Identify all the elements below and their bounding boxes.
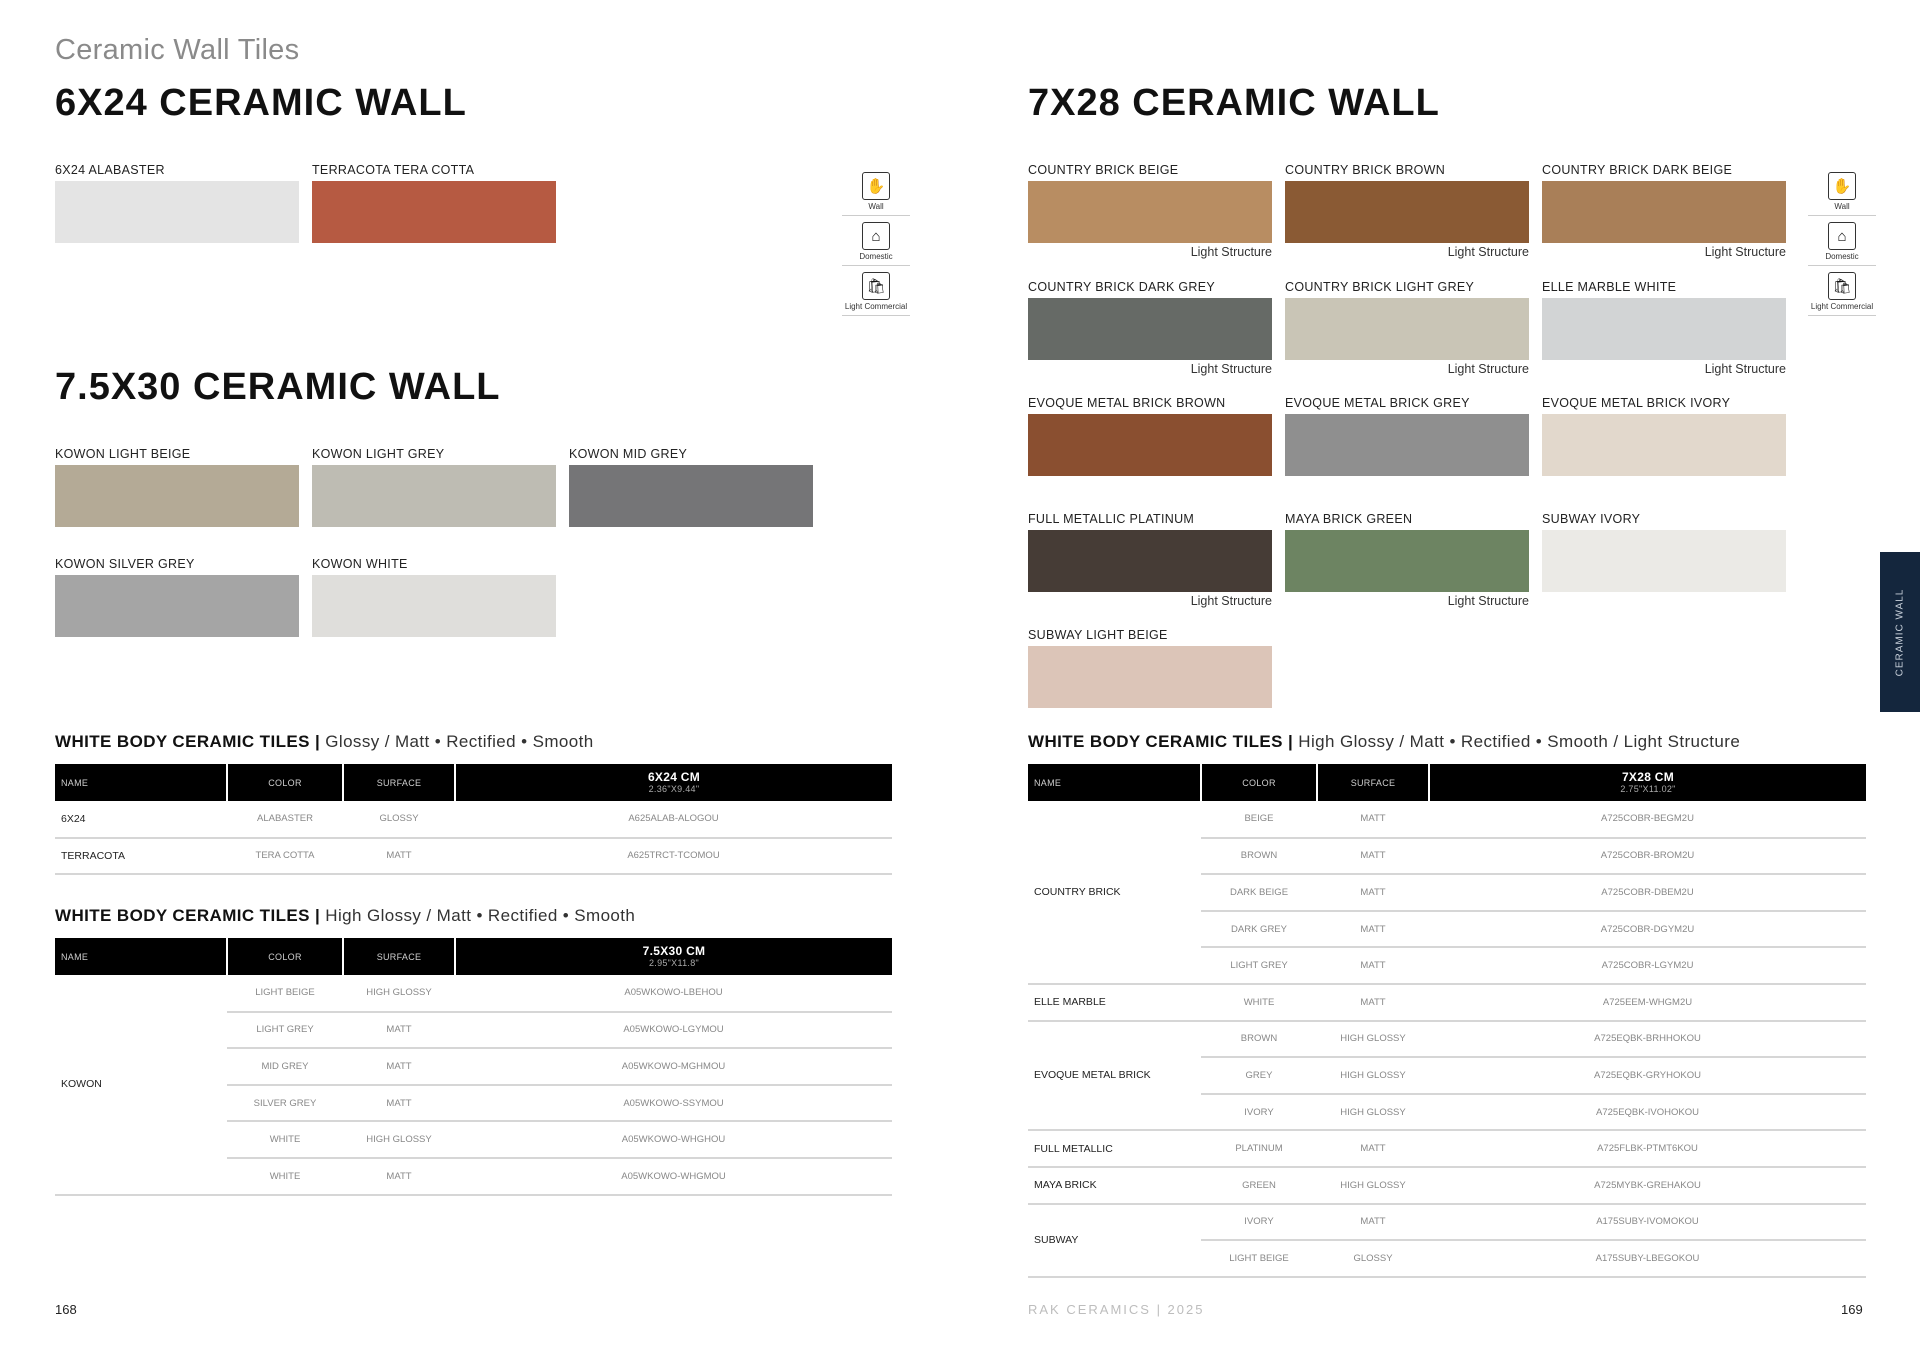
- code-cell: A05WKOWO-WHGMOU: [455, 1158, 892, 1195]
- surface-cell: MATT: [1317, 1130, 1429, 1167]
- structure-label: Light Structure: [1447, 362, 1529, 376]
- surface-cell: MATT: [1317, 911, 1429, 948]
- name-cell: TERRACOTA: [55, 838, 227, 875]
- tile-swatch-kowon-mid-grey[interactable]: [569, 465, 813, 527]
- tile-label: COUNTRY BRICK BROWN: [1285, 163, 1446, 177]
- light-commercial-icon: 🛍: [862, 272, 890, 300]
- side-tab-ceramic-wall[interactable]: [1880, 552, 1920, 712]
- header-name: NAME: [1028, 764, 1201, 801]
- code-cell: A725COBR-LGYM2U: [1429, 947, 1866, 984]
- tile-label: KOWON WHITE: [312, 557, 408, 571]
- surface-cell: MATT: [1317, 1204, 1429, 1241]
- usage-icons-left: [842, 172, 910, 322]
- tile-swatch-country-brick-dark-grey[interactable]: [1028, 298, 1272, 360]
- header-color: COLOR: [227, 938, 343, 975]
- tile-swatch-evoque-metal-brick-grey[interactable]: [1285, 414, 1529, 476]
- table-row: [55, 975, 892, 1012]
- table1-title-sub: Glossy / Matt • Rectified • Smooth: [325, 732, 594, 751]
- surface-cell: MATT: [1317, 947, 1429, 984]
- color-cell: PLATINUM: [1201, 1130, 1317, 1167]
- structure-label: Light Structure: [1190, 245, 1272, 259]
- tile-swatch-kowon-light-beige[interactable]: [55, 465, 299, 527]
- size-inch: 2.95"X11.8": [648, 957, 700, 968]
- table-row: [55, 838, 892, 875]
- color-cell: IVORY: [1201, 1094, 1317, 1131]
- header-color: COLOR: [227, 764, 343, 801]
- code-cell: A725EQBK-IVOHOKOU: [1429, 1094, 1866, 1131]
- code-cell: A725COBR-BEGM2U: [1429, 801, 1866, 838]
- section-title-7-5x30: 7.5X30 CERAMIC WALL: [55, 366, 501, 408]
- side-tab-label: CERAMIC WALL: [1894, 588, 1906, 676]
- spec-table-7-5x30: [55, 938, 892, 1196]
- light-commercial-icon: 🛍: [1828, 272, 1856, 300]
- code-cell: A725COBR-DBEM2U: [1429, 874, 1866, 911]
- light-commercial-usage: [1808, 272, 1876, 316]
- code-cell: A725MYBK-GREHAKOU: [1429, 1167, 1866, 1204]
- spec-table-7x28: [1028, 764, 1866, 1278]
- color-cell: WHITE: [227, 1121, 343, 1158]
- icon-label: Wall: [1834, 202, 1850, 211]
- surface-cell: HIGH GLOSSY: [1317, 1167, 1429, 1204]
- section-title-6x24: 6X24 CERAMIC WALL: [55, 82, 467, 124]
- color-cell: BROWN: [1201, 838, 1317, 875]
- code-cell: A05WKOWO-LGYMOU: [455, 1012, 892, 1049]
- code-cell: A725EEM-WHGM2U: [1429, 984, 1866, 1021]
- header-surface: SURFACE: [1317, 764, 1429, 801]
- tile-label: KOWON LIGHT GREY: [312, 447, 445, 461]
- header-size: [455, 764, 892, 801]
- table-row: [1028, 1130, 1866, 1167]
- surface-cell: MATT: [343, 1158, 455, 1195]
- table1-title-main: WHITE BODY CERAMIC TILES |: [55, 732, 321, 751]
- size-cm: 7X28 CM: [1621, 769, 1675, 784]
- tile-swatch-subway-light-beige[interactable]: [1028, 646, 1272, 708]
- tile-swatch-evoque-metal-brick-brown[interactable]: [1028, 414, 1272, 476]
- tile-label: TERRACOTA TERA COTTA: [312, 163, 475, 177]
- surface-cell: MATT: [343, 1048, 455, 1085]
- table-row: [1028, 984, 1866, 1021]
- surface-cell: MATT: [343, 1085, 455, 1122]
- tile-swatch-full-metallic-platinum[interactable]: [1028, 530, 1272, 592]
- tile-label: SUBWAY LIGHT BEIGE: [1028, 628, 1168, 642]
- color-cell: GREEN: [1201, 1167, 1317, 1204]
- table2-title-main: WHITE BODY CERAMIC TILES |: [55, 906, 321, 925]
- domestic-usage: [842, 222, 910, 266]
- size-cm: 7.5X30 CM: [642, 943, 706, 958]
- structure-label: Light Structure: [1190, 594, 1272, 608]
- code-cell: A725EQBK-GRYHOKOU: [1429, 1057, 1866, 1094]
- tile-swatch-maya-brick-green[interactable]: [1285, 530, 1529, 592]
- tile-swatch-kowon-silver-grey[interactable]: [55, 575, 299, 637]
- code-cell: A05WKOWO-LBEHOU: [455, 975, 892, 1012]
- surface-cell: MATT: [1317, 874, 1429, 911]
- name-cell: ELLE MARBLE: [1028, 984, 1201, 1021]
- tile-swatch-evoque-metal-brick-ivory[interactable]: [1542, 414, 1786, 476]
- tile-label: KOWON SILVER GREY: [55, 557, 195, 571]
- table-row: [1028, 801, 1866, 838]
- code-cell: A175SUBY-LBEGOKOU: [1429, 1240, 1866, 1277]
- size-inch: 2.75"X11.02": [1620, 783, 1676, 794]
- surface-cell: HIGH GLOSSY: [1317, 1057, 1429, 1094]
- surface-cell: MATT: [1317, 984, 1429, 1021]
- name-cell: EVOQUE METAL BRICK: [1028, 1021, 1201, 1131]
- tile-swatch-elle-marble-white[interactable]: [1542, 298, 1786, 360]
- color-cell: LIGHT GREY: [1201, 947, 1317, 984]
- size-inch: 2.36"X9.44": [648, 783, 700, 794]
- color-cell: WHITE: [1201, 984, 1317, 1021]
- header-size: [1429, 764, 1866, 801]
- structure-label: Light Structure: [1704, 245, 1786, 259]
- table-row: [55, 801, 892, 838]
- tile-swatch-country-brick-dark-beige[interactable]: [1542, 181, 1786, 243]
- page-subtitle: Ceramic Wall Tiles: [55, 34, 300, 66]
- tile-label: SUBWAY IVORY: [1542, 512, 1641, 526]
- color-cell: BROWN: [1201, 1021, 1317, 1058]
- header-name: NAME: [55, 764, 227, 801]
- light-commercial-usage: [842, 272, 910, 316]
- tile-label: MAYA BRICK GREEN: [1285, 512, 1413, 526]
- color-cell: MID GREY: [227, 1048, 343, 1085]
- surface-cell: GLOSSY: [343, 801, 455, 838]
- tile-label: 6X24 ALABASTER: [55, 163, 165, 177]
- code-cell: A05WKOWO-SSYMOU: [455, 1085, 892, 1122]
- wall-usage: [842, 172, 910, 216]
- wall-usage: [1808, 172, 1876, 216]
- tile-label: KOWON MID GREY: [569, 447, 688, 461]
- domestic-icon: ⌂: [862, 222, 890, 250]
- size-cm: 6X24 CM: [647, 769, 701, 784]
- surface-cell: HIGH GLOSSY: [343, 1121, 455, 1158]
- header-surface: SURFACE: [343, 764, 455, 801]
- tile-swatch-country-brick-brown[interactable]: [1285, 181, 1529, 243]
- domestic-icon: ⌂: [1828, 222, 1856, 250]
- name-cell: MAYA BRICK: [1028, 1167, 1201, 1204]
- icon-label: Light Commercial: [844, 302, 908, 311]
- tile-label: FULL METALLIC PLATINUM: [1028, 512, 1195, 526]
- wall-icon: ✋: [862, 172, 890, 200]
- usage-icons-right: [1808, 172, 1876, 322]
- tile-swatch-country-brick-light-grey[interactable]: [1285, 298, 1529, 360]
- tile-swatch-terracota-tera-cotta[interactable]: [312, 181, 556, 243]
- table3-title-sub: High Glossy / Matt • Rectified • Smooth / Light Structure: [1298, 732, 1741, 751]
- color-cell: GREY: [1201, 1057, 1317, 1094]
- tile-swatch-country-brick-beige[interactable]: [1028, 181, 1272, 243]
- table1-title: [55, 732, 594, 752]
- tile-label: EVOQUE METAL BRICK GREY: [1285, 396, 1470, 410]
- color-cell: SILVER GREY: [227, 1085, 343, 1122]
- header-surface: SURFACE: [343, 938, 455, 975]
- spec-table-6x24: [55, 764, 892, 875]
- color-cell: LIGHT BEIGE: [227, 975, 343, 1012]
- color-cell: BEIGE: [1201, 801, 1317, 838]
- code-cell: A725COBR-DGYM2U: [1429, 911, 1866, 948]
- name-cell: 6X24: [55, 801, 227, 838]
- color-cell: WHITE: [227, 1158, 343, 1195]
- color-cell: ALABASTER: [227, 801, 343, 838]
- code-cell: A175SUBY-IVOMOKOU: [1429, 1204, 1866, 1241]
- color-cell: TERA COTTA: [227, 838, 343, 875]
- table2-title-sub: High Glossy / Matt • Rectified • Smooth: [325, 906, 636, 925]
- icon-label: Domestic: [859, 252, 893, 261]
- structure-label: Light Structure: [1704, 362, 1786, 376]
- tile-label: COUNTRY BRICK BEIGE: [1028, 163, 1179, 177]
- tile-label: KOWON LIGHT BEIGE: [55, 447, 191, 461]
- tile-label: ELLE MARBLE WHITE: [1542, 280, 1677, 294]
- surface-cell: GLOSSY: [1317, 1240, 1429, 1277]
- tile-swatch-subway-ivory[interactable]: [1542, 530, 1786, 592]
- surface-cell: MATT: [343, 838, 455, 875]
- name-cell: KOWON: [55, 975, 227, 1195]
- tile-label: EVOQUE METAL BRICK BROWN: [1028, 396, 1226, 410]
- page-number-left: 168: [55, 1302, 77, 1317]
- header-name: NAME: [55, 938, 227, 975]
- table3-title-main: WHITE BODY CERAMIC TILES |: [1028, 732, 1294, 751]
- tile-swatch-6x24-alabaster[interactable]: [55, 181, 299, 243]
- color-cell: LIGHT GREY: [227, 1012, 343, 1049]
- table-row: [1028, 1021, 1866, 1058]
- tile-swatch-kowon-light-grey[interactable]: [312, 465, 556, 527]
- code-cell: A725EQBK-BRHHOKOU: [1429, 1021, 1866, 1058]
- code-cell: A725COBR-BROM2U: [1429, 838, 1866, 875]
- header-size: [455, 938, 892, 975]
- color-cell: LIGHT BEIGE: [1201, 1240, 1317, 1277]
- surface-cell: HIGH GLOSSY: [343, 975, 455, 1012]
- code-cell: A625TRCT-TCOMOU: [455, 838, 892, 875]
- table3-title: [1028, 732, 1740, 752]
- code-cell: A05WKOWO-WHGHOU: [455, 1121, 892, 1158]
- tile-swatch-kowon-white[interactable]: [312, 575, 556, 637]
- tile-label: COUNTRY BRICK DARK BEIGE: [1542, 163, 1733, 177]
- wall-icon: ✋: [1828, 172, 1856, 200]
- structure-label: Light Structure: [1190, 362, 1272, 376]
- color-cell: DARK GREY: [1201, 911, 1317, 948]
- tile-label: COUNTRY BRICK LIGHT GREY: [1285, 280, 1475, 294]
- tile-label: EVOQUE METAL BRICK IVORY: [1542, 396, 1731, 410]
- name-cell: SUBWAY: [1028, 1204, 1201, 1277]
- color-cell: DARK BEIGE: [1201, 874, 1317, 911]
- table2-title: [55, 906, 635, 926]
- surface-cell: MATT: [1317, 801, 1429, 838]
- footer-brand: RAK CERAMICS | 2025: [1028, 1302, 1205, 1317]
- color-cell: IVORY: [1201, 1204, 1317, 1241]
- header-color: COLOR: [1201, 764, 1317, 801]
- surface-cell: HIGH GLOSSY: [1317, 1094, 1429, 1131]
- code-cell: A05WKOWO-MGHMOU: [455, 1048, 892, 1085]
- name-cell: FULL METALLIC: [1028, 1130, 1201, 1167]
- page-number-right: 169: [1841, 1302, 1863, 1317]
- section-title-7x28: 7X28 CERAMIC WALL: [1028, 82, 1440, 124]
- code-cell: A625ALAB-ALOGOU: [455, 801, 892, 838]
- structure-label: Light Structure: [1447, 594, 1529, 608]
- surface-cell: HIGH GLOSSY: [1317, 1021, 1429, 1058]
- tile-label: COUNTRY BRICK DARK GREY: [1028, 280, 1216, 294]
- surface-cell: MATT: [343, 1012, 455, 1049]
- icon-label: Wall: [868, 202, 884, 211]
- code-cell: A725FLBK-PTMT6KOU: [1429, 1130, 1866, 1167]
- table-row: [1028, 1204, 1866, 1241]
- structure-label: Light Structure: [1447, 245, 1529, 259]
- domestic-usage: [1808, 222, 1876, 266]
- icon-label: Light Commercial: [1810, 302, 1874, 311]
- surface-cell: MATT: [1317, 838, 1429, 875]
- table-row: [1028, 1167, 1866, 1204]
- name-cell: COUNTRY BRICK: [1028, 801, 1201, 984]
- icon-label: Domestic: [1825, 252, 1859, 261]
